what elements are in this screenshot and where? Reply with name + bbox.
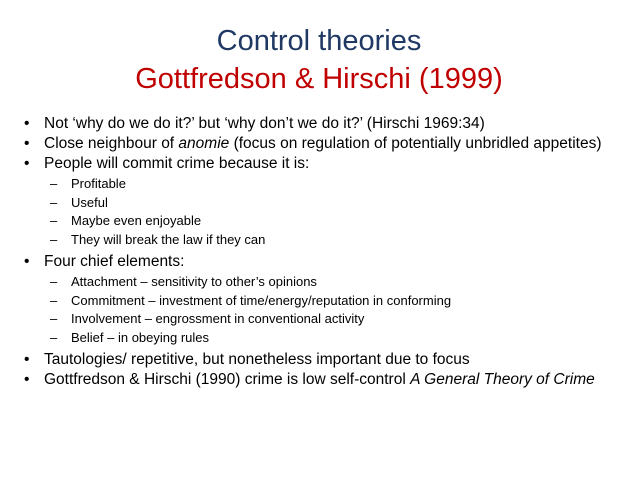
sub-item: – They will break the law if they can [20, 231, 618, 250]
bullet-text: Four chief elements: [44, 253, 185, 270]
bullet-four-elements [20, 253, 618, 271]
bullet-text: People will commit crime because it is: [44, 155, 310, 172]
slide-title [0, 22, 638, 98]
bullet-tautologies [20, 351, 618, 369]
bullet-general-theory [20, 371, 618, 389]
bullet-commit-crime [20, 155, 618, 173]
sublist-reasons [20, 175, 618, 249]
bullet-list [20, 115, 618, 391]
bullet-anomie [20, 135, 618, 153]
sub-item: – Maybe even enjoyable [20, 212, 618, 231]
bullet-text: Close neighbour of [44, 135, 179, 152]
sub-item: – Commitment – investment of time/energy/reputation in conforming [20, 292, 618, 311]
sub-item: – Useful [20, 194, 618, 213]
sub-item: – Profitable [20, 175, 618, 194]
sublist-elements [20, 273, 618, 347]
bullet-text: (focus on regulation of potentially unbridled appetites) [229, 135, 602, 152]
bullet-question [20, 115, 618, 133]
bullet-text: Tautologies/ repetitive, but nonetheless important due to focus [44, 351, 470, 368]
title-main: Control theories [216, 25, 422, 57]
book-title: A General Theory of Crime [410, 371, 595, 388]
emphasis-term: anomie [178, 135, 230, 152]
bullet-text: Gottfredson & Hirschi (1990) crime is low self-control [44, 371, 411, 388]
bullet-text: Not ‘why do we do it?’ but ‘why don’t we do it?’ (Hirschi 1969:34) [44, 115, 485, 132]
sub-item: – Belief – in obeying rules [20, 329, 618, 348]
title-subtitle: Gottfredson & Hirschi (1999) [135, 63, 503, 95]
sub-item: – Involvement – engrossment in conventional activity [20, 310, 618, 329]
sub-item: – Attachment – sensitivity to other’s opinions [20, 273, 618, 292]
